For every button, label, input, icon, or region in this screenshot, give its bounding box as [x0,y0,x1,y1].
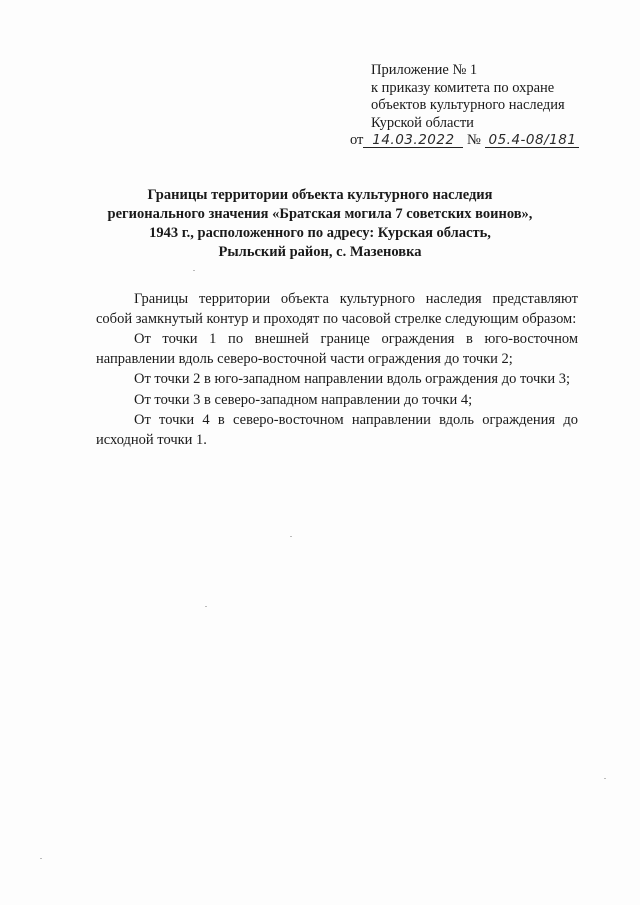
scan-speck [40,858,42,859]
body-paragraph: От точки 3 в северо-западном направлении до точки 4; [134,391,473,408]
body-paragraph: От точки 2 в юго-западном направлении вдоль ограждения до точки 3; [134,371,570,387]
handwritten-order-number: 05.4-08/181 [485,133,579,148]
handwritten-date: 14.03.2022 [363,133,463,148]
document-body [96,290,578,451]
appendix-line: Курской области [371,114,474,131]
date-prefix: от [350,132,364,148]
number-prefix: № [467,132,481,148]
appendix-line: Приложение № 1 [371,62,478,78]
scan-speck [604,778,606,779]
body-paragraph: Границы территории объекта культурного наследия представляют собой замкнутый контур и проходят по часовой стрелке следующим образом: [96,291,578,327]
appendix-line: к приказу комитета по охране [371,79,555,96]
title-line: Рыльский район, с. Мазеновка [218,244,422,260]
scan-speck [290,536,292,537]
appendix-line: объектов культурного наследия [371,97,565,113]
title-line: регионального значения «Братская могила 7 советских воинов», [107,206,533,222]
scan-speck [205,606,207,607]
title-line: 1943 г., расположенного по адресу: Курская область, [149,225,491,241]
body-paragraph: От точки 1 по внешней границе ограждения в юго-восточном направлении вдоль северо-восточной части ограждения до точки 2; [96,331,578,367]
document-title [60,186,580,262]
appendix-block [371,62,611,132]
title-line: Границы территории объекта культурного наследия [147,187,493,203]
scan-speck [193,270,195,271]
body-paragraph: От точки 4 в северо-восточном направлении вдоль ограждения до исходной точки 1. [96,412,578,448]
order-date-line [350,132,579,149]
